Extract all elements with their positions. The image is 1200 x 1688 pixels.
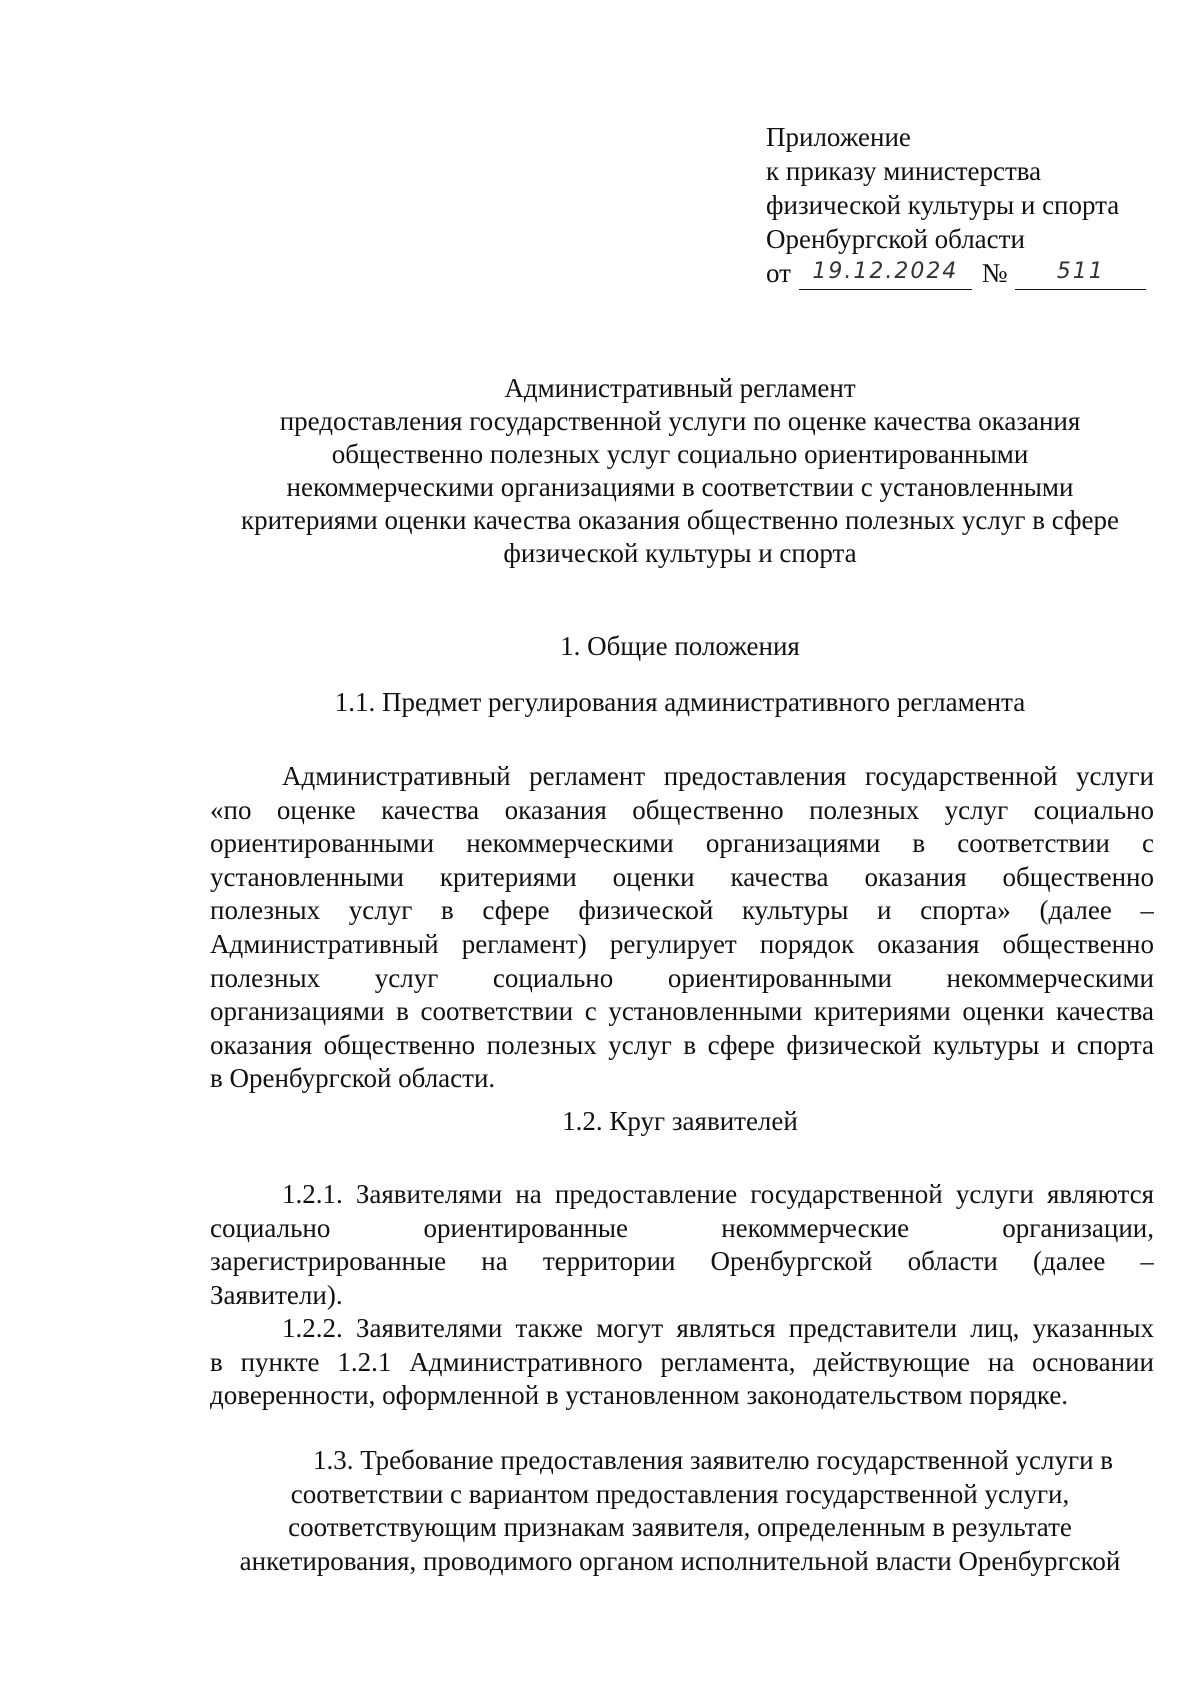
paragraph-line: ориентированными некоммерческими организациями в соответствии с xyxy=(210,828,1154,859)
paragraph-line: оказания общественно полезных услуг в сфере физической культуры и спорта xyxy=(210,1029,1154,1060)
paragraph-line: социально ориентированные некоммерческие организации, xyxy=(210,1212,1154,1243)
subsection-heading-1-3 xyxy=(200,1444,1160,1578)
paragraph-1-2-2 xyxy=(210,1312,1154,1413)
appendix-block xyxy=(766,120,1146,290)
date-prefix: от xyxy=(766,258,791,288)
title-line: физической культуры и спорта xyxy=(503,538,857,568)
order-date-field: 19.12.2024 xyxy=(799,259,972,290)
title-line: предоставления государственной услуги по оценке качества оказания xyxy=(279,406,1081,436)
paragraph-1-1 xyxy=(210,760,1154,1096)
paragraph-line: организациями в соответствии с установленными критериями оценки качества xyxy=(210,996,1154,1027)
paragraph-line: полезных услуг социально ориентированными некоммерческими xyxy=(210,962,1154,993)
paragraph-line: 1.2.1. Заявителями на предоставление государственной услуги являются xyxy=(282,1179,1154,1209)
subsection-heading: 1.2. Круг заявителей xyxy=(562,1106,798,1136)
title-line: Административный регламент xyxy=(504,373,856,403)
paragraph-line: полезных услуг в сфере физической культуры и спорта» (далее – xyxy=(210,895,1154,926)
heading-line: соответствии с вариантом предоставления государственной услуги, xyxy=(290,1478,1070,1509)
number-label: № xyxy=(981,258,1008,288)
paragraph-line: Административный регламент) регулирует порядок оказания общественно xyxy=(210,928,1154,959)
order-number-field: 511 xyxy=(1015,259,1146,290)
paragraph-line: Административный регламент предоставления государственной услуги xyxy=(282,761,1154,791)
subsection-heading: 1.1. Предмет регулирования административного регламента xyxy=(334,687,1026,717)
paragraph-line: установленными критериями оценки качества оказания общественно xyxy=(210,861,1154,892)
section-heading: 1. Общие положения xyxy=(560,631,800,661)
document-title xyxy=(200,372,1160,570)
heading-line: соответствующим признакам заявителя, определенным в результате xyxy=(288,1512,1072,1543)
paragraph-line: «по оценке качества оказания общественно полезных услуг социально xyxy=(210,794,1154,825)
paragraph-line: в Оренбургской области. xyxy=(210,1063,496,1094)
paragraph-line: 1.2.2. Заявителями также могут являться представители лиц, указанных xyxy=(282,1313,1154,1343)
paragraph-line: зарегистрированные на территории Оренбургской области (далее – xyxy=(210,1246,1154,1277)
paragraph-1-2-1 xyxy=(210,1178,1154,1312)
order-reference-line xyxy=(766,256,1146,290)
title-line: критериями оценки качества оказания общественно полезных услуг в сфере xyxy=(240,505,1119,535)
paragraph-line: в пункте 1.2.1 Административного регламента, действующие на основании xyxy=(210,1346,1154,1377)
title-line: общественно полезных услуг социально ориентированными xyxy=(331,439,1029,469)
appendix-line: Приложение xyxy=(766,122,911,152)
appendix-line: к приказу министерства xyxy=(766,156,1042,186)
heading-line: 1.3. Требование предоставления заявителю государственной услуги в xyxy=(312,1445,1114,1475)
paragraph-line: Заявители). xyxy=(210,1279,343,1310)
paragraph-line: доверенности, оформленной в установленном законодательством порядке. xyxy=(210,1380,1069,1411)
appendix-line: физической культуры и спорта xyxy=(766,190,1120,220)
title-line: некоммерческими организациями в соответствии с установленными xyxy=(286,472,1074,502)
appendix-line: Оренбургской области xyxy=(766,224,1025,254)
heading-line: анкетирования, проводимого органом исполнительной власти Оренбургской xyxy=(239,1545,1121,1576)
